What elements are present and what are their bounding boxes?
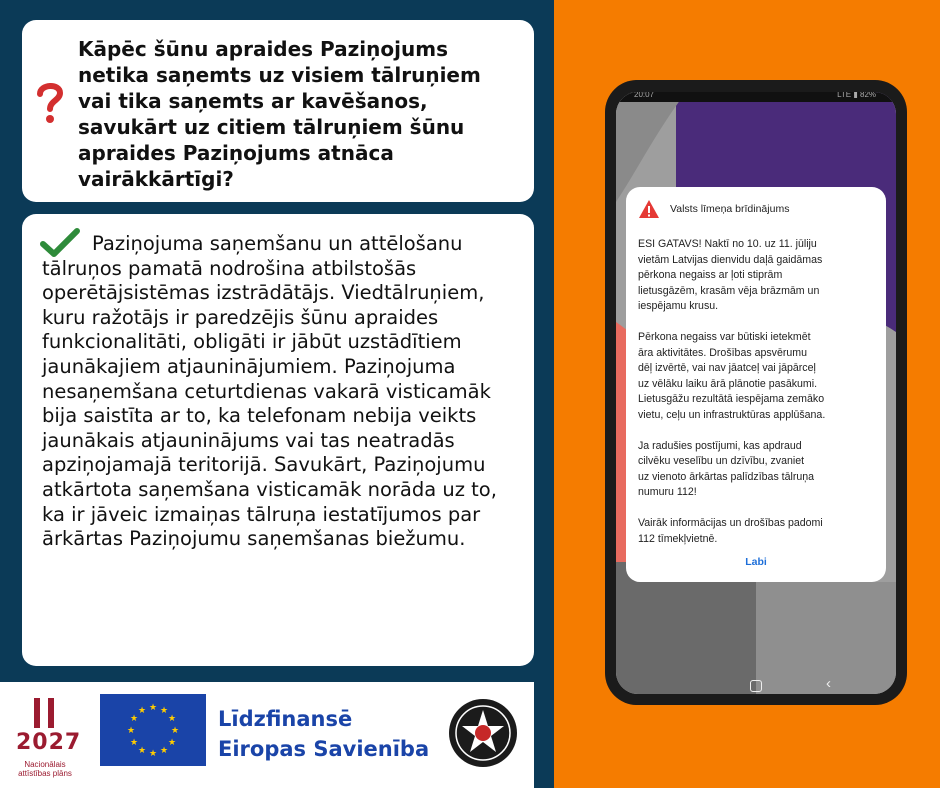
svg-text:★: ★ xyxy=(159,706,169,716)
fire-rescue-emblem-icon xyxy=(448,698,518,768)
question-card xyxy=(22,20,534,202)
eu-cofinance-text xyxy=(218,704,429,764)
question-text: Kāpēc šūnu apraides Paziņojums netika saņemts uz visiem tālruņiem vai tika saņemts ar kavēšanos, savukārt uz citiem tālruņiem šūnu apraides Paziņojums atnāca vairākkārtīgi? xyxy=(78,37,481,191)
svg-text:★: ★ xyxy=(167,738,177,748)
alert-paragraph-1: ESI GATAVS! Naktī no 10. uz 11. jūliju vietām Latvijas dienvidu daļā gaidāmas pērkona negaiss ar ļoti stiprām lietusgāzēm, krasām vēja brāzmām un iespējamu krusu. xyxy=(638,238,823,312)
answer-card xyxy=(22,214,534,666)
svg-text:★: ★ xyxy=(148,703,158,713)
alert-paragraph-2: Pērkona negaiss var būtiski ietekmēt āra aktivitātes. Drošības apsvērumu dēļ izvērtē, vai nav jāatceļ vai jāpārceļ uz vēlāku laiku ārā plānotie pasākumi. Lietusgāžu rezultātā iespējama zemāko vietu, ceļu un infrastruktūras applūšana. xyxy=(638,331,826,421)
plan-bars-icon xyxy=(28,696,68,730)
svg-text:★: ★ xyxy=(137,746,147,756)
answer-text: Paziņojuma saņemšanu un attēlošanu tālruņos pamatā nodrošina atbilstošās operētājsistēmas izstrādātājs. Viedtālruņiem, kuru ražotājs ir paredzējis šūnu apraides funkcionalitāti, obligāti ir jābūt uzstādītiem jaunākajiem atjauninājumiem. Paziņojuma nesaņemšana ceturtdienas vakarā visticamāk bija saistīta ar to, ka telefonam nebija veikts jaunākais atjauninājums vai tas neatradās apziņojamajā teritorijā. Savukārt, Paziņojumu atkārtota saņemšana visticamāk norāda uz to, ka ir jāveic izmaiņas tālruņa iestatījumos par ārkārtas Paziņojumu saņemšanas biežumu. xyxy=(42,232,497,551)
warning-triangle-icon xyxy=(638,199,660,219)
eu-flag-icon xyxy=(100,694,206,766)
alert-paragraph-3: Ja radušies postījumi, kas apdraud cilvēku veselību un dzīvību, zvaniet uz vienoto ārkārtas palīdzības tālruņa numuru 112! xyxy=(638,439,815,498)
footer-logo-strip xyxy=(0,682,534,788)
eu-line-1: Līdzfinansē xyxy=(218,707,353,731)
alert-paragraph-4: Vairāk informācijas un drošības padomi 112 tīmekļvietnē. xyxy=(638,517,823,545)
alert-title: Valsts līmeņa brīdinājums xyxy=(670,203,790,215)
svg-text:★: ★ xyxy=(167,714,177,724)
svg-text:★: ★ xyxy=(170,726,180,736)
alert-header xyxy=(638,199,878,221)
alert-body xyxy=(638,237,878,563)
svg-text:★: ★ xyxy=(148,749,158,759)
svg-text:★: ★ xyxy=(129,738,139,748)
plan-year: 2027 xyxy=(16,730,82,755)
eu-line-2: Eiropas Savienība xyxy=(218,737,430,761)
answer-paragraph xyxy=(42,232,522,552)
plan-caption: Nacionālais attīstības plāns xyxy=(18,760,72,778)
status-indicators: LTE ▮ 82% xyxy=(837,92,876,99)
svg-text:★: ★ xyxy=(137,706,147,716)
svg-text:★: ★ xyxy=(129,714,139,724)
status-bar xyxy=(616,92,896,102)
question-mark-icon xyxy=(32,80,68,124)
phone-screen xyxy=(616,92,896,694)
emergency-alert-dialog xyxy=(626,187,886,582)
home-nav-icon[interactable] xyxy=(750,680,762,692)
back-nav-icon[interactable]: ‹ xyxy=(826,675,831,692)
status-time: 20:07 xyxy=(634,92,655,99)
alert-ok-button[interactable]: Labi xyxy=(745,556,767,568)
svg-text:★: ★ xyxy=(159,746,169,756)
national-development-plan-logo xyxy=(8,692,82,778)
svg-text:★: ★ xyxy=(126,726,136,736)
